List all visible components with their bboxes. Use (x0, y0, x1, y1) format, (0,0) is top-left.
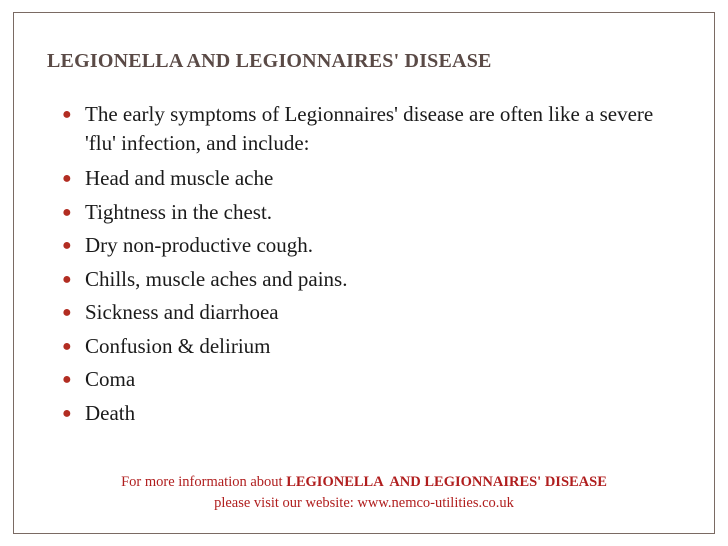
footer-prefix: For more information about (121, 474, 287, 490)
list-item-text: The early symptoms of Legionnaires' disease are often like a severe 'flu' infection, and include: (85, 102, 654, 155)
list-item-text: Confusion & delirium (85, 333, 271, 358)
symptom-list (62, 100, 682, 430)
list-item (62, 330, 682, 364)
list-item (62, 296, 682, 330)
list-item-text: Sickness and diarrhoea (85, 300, 279, 324)
list-item (62, 263, 682, 297)
bullet-icon: ● (62, 371, 72, 388)
list-item-text: Tightness in the chest. (85, 199, 273, 224)
footer-highlight: LEGIONELLA AND LEGIONNAIRES' DISEASE (286, 474, 607, 490)
bullet-icon: ● (62, 106, 72, 123)
list-item (62, 363, 682, 397)
list-item (62, 229, 682, 263)
list-item-text: Death (85, 400, 136, 425)
footer-note (20, 472, 708, 514)
bullet-icon: ● (62, 304, 72, 321)
list-item-text: Dry non-productive cough. (85, 233, 314, 257)
list-item-text: Chills, muscle aches and pains. (85, 266, 348, 291)
list-item-text: Head and muscle ache (85, 166, 274, 190)
footer-line-1 (20, 472, 708, 493)
bullet-icon: ● (62, 270, 72, 288)
bullet-icon: ● (62, 170, 72, 187)
slide-title: LEGIONELLA AND LEGIONNAIRES' DISEASE (47, 50, 492, 72)
list-item (62, 100, 682, 162)
bullet-icon: ● (62, 404, 72, 422)
list-item (62, 397, 682, 431)
list-item (62, 196, 682, 230)
bullet-icon: ● (62, 337, 72, 355)
list-item (62, 162, 682, 196)
bullet-icon: ● (62, 237, 72, 254)
footer-website: please visit our website: www.nemco-utilities.co.uk (214, 495, 514, 511)
list-item-text: Coma (85, 367, 136, 391)
bullet-icon: ● (62, 203, 72, 221)
